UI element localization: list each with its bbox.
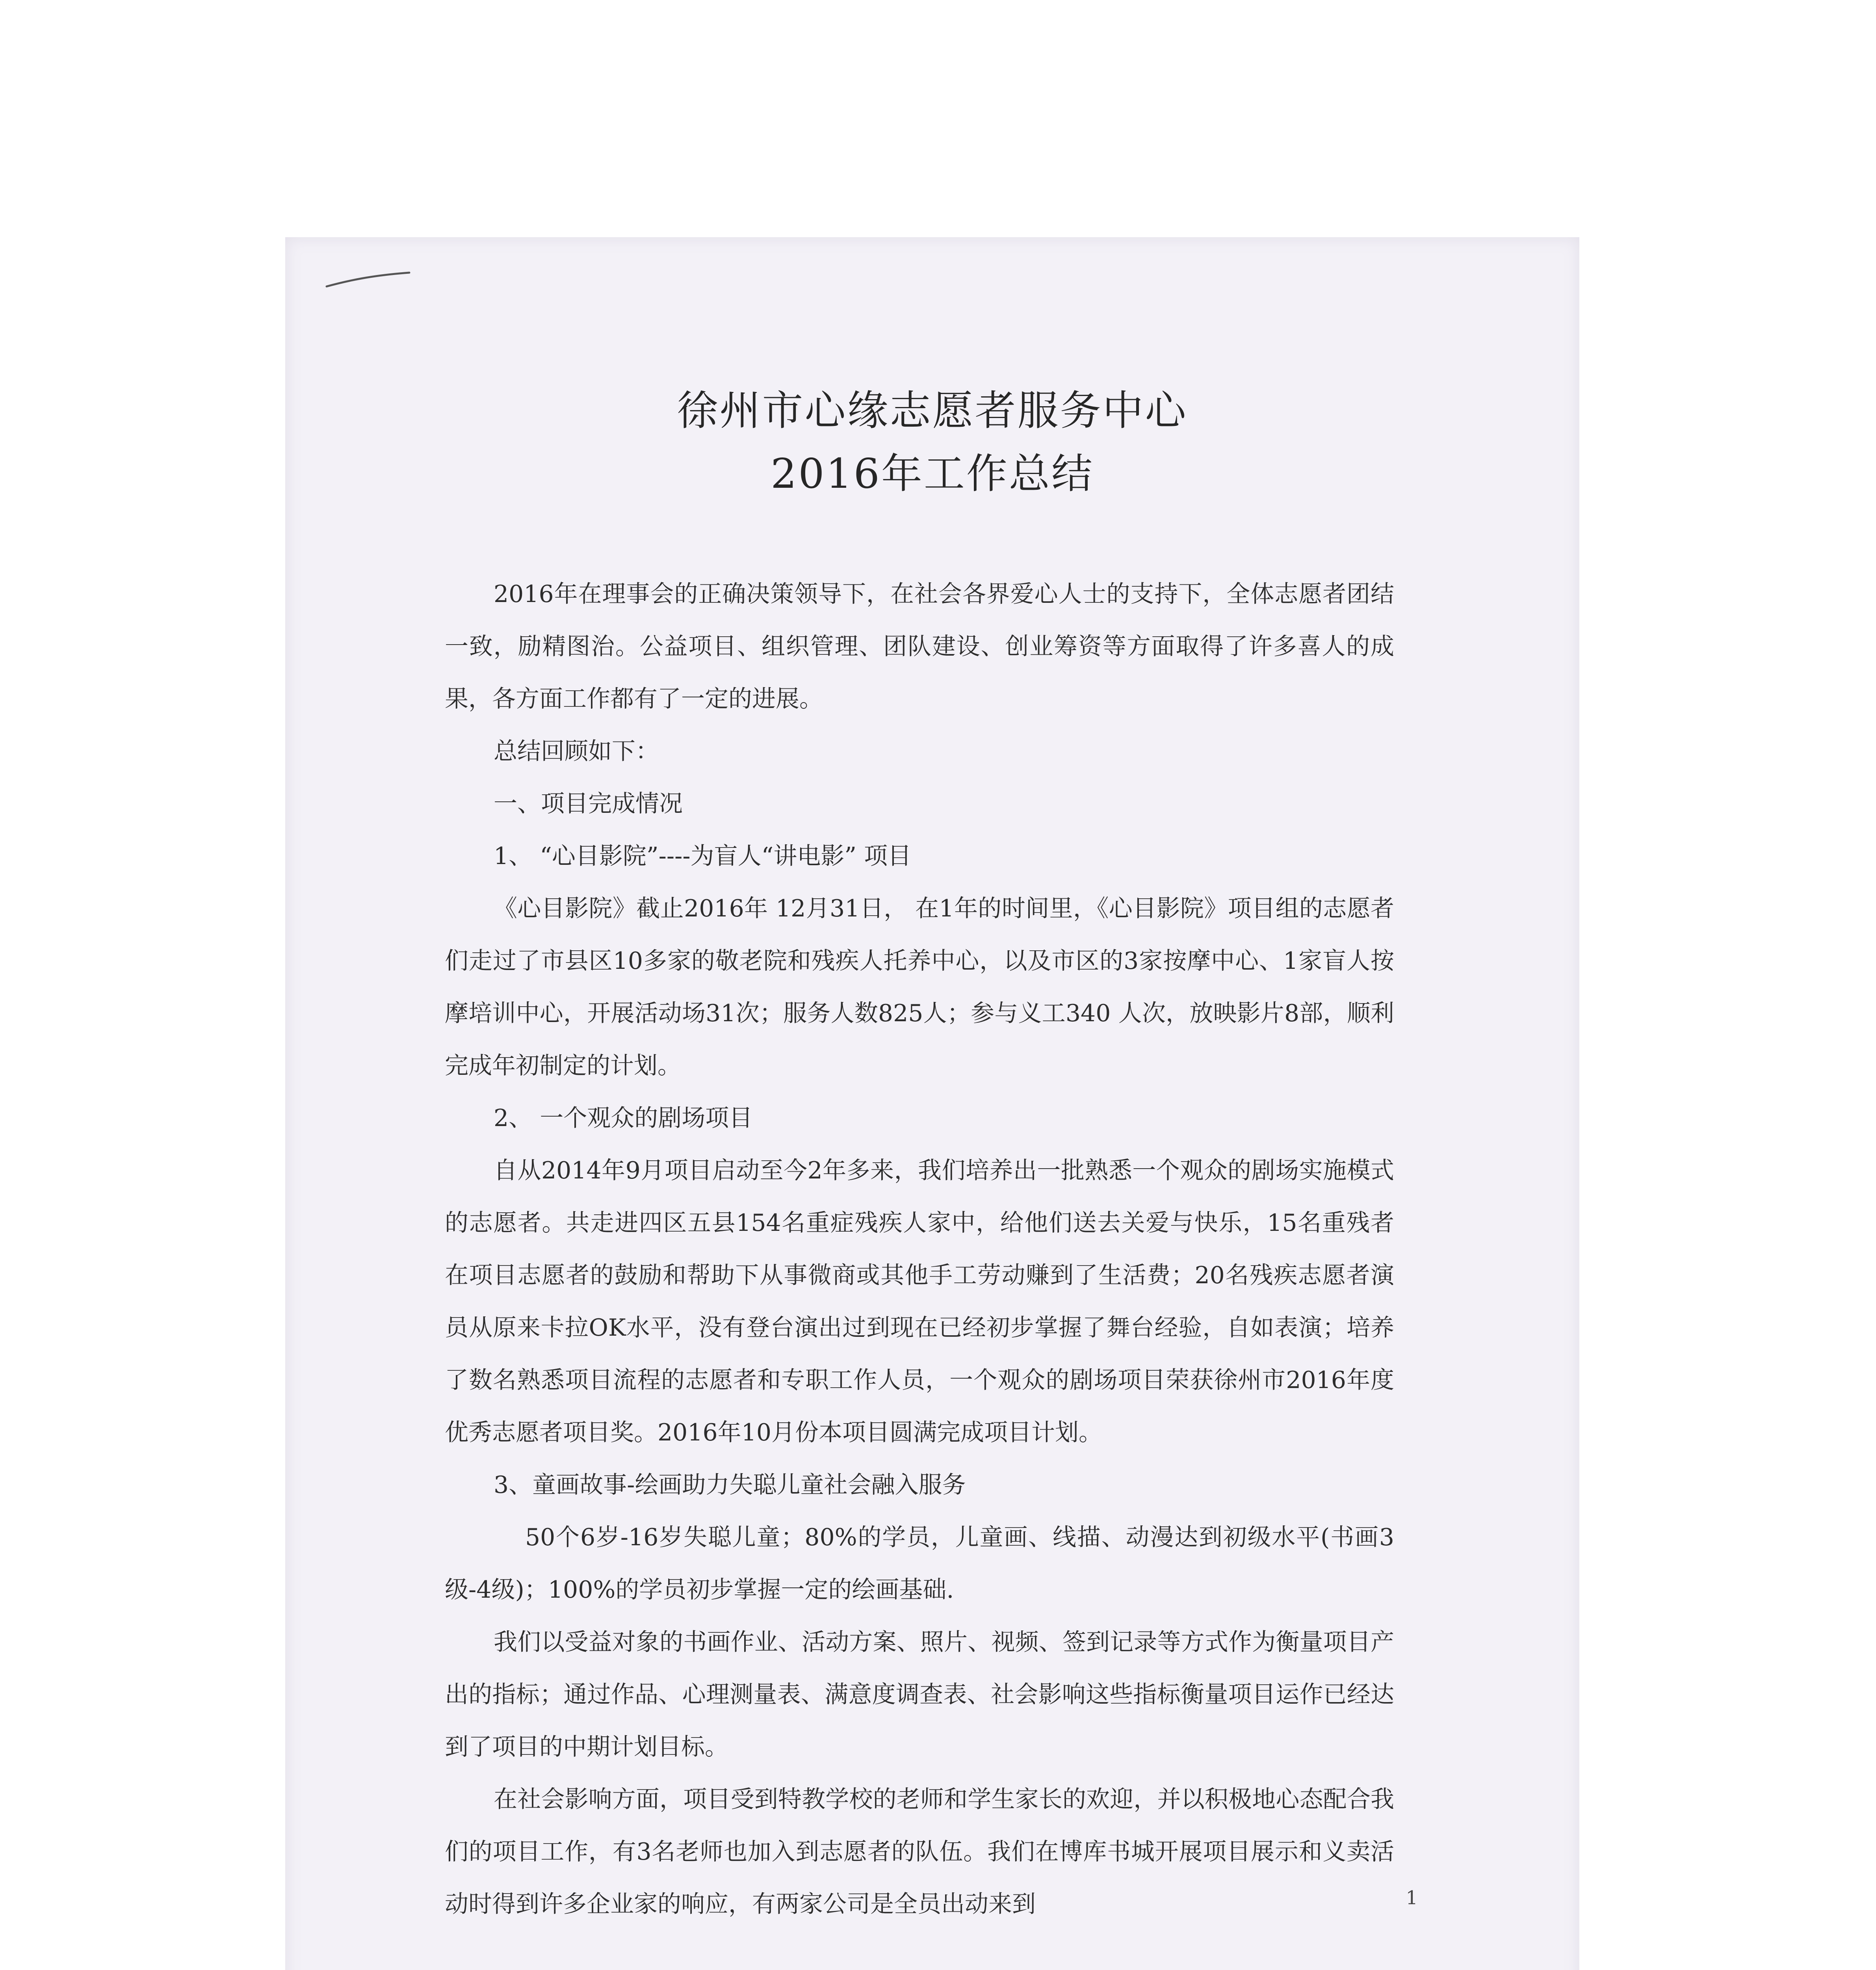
document-title	[285, 379, 1579, 505]
scanned-page	[285, 237, 1579, 1970]
section-heading-1: 一、项目完成情况	[494, 790, 683, 818]
title-line-1: 徐州市心缘志愿者服务中心	[677, 387, 1188, 435]
paragraph-intro: 2016年在理事会的正确决策领导下，在社会各界爱心人士的支持下，全体志愿者团结一致，励精图治。公益项目、组织管理、团队建设、创业筹资等方面取得了许多喜人的成果，各方面工作都有了一定的进展。	[445, 580, 1394, 713]
paragraph-project-2: 自从2014年9月项目启动至今2年多来，我们培养出一批熟悉一个观众的剧场实施模式的志愿者。共走进四区五县154名重症残疾人家中，给他们送去关爱与快乐，15名重残者在项目志愿者的鼓励和帮助下从事微商或其他手工劳动赚到了生活费；20名残疾志愿者演员从原来卡拉OK水平，没有登台演出过到现在已经初步掌握了舞台经验，自如表演；培养了数名熟悉项目流程的志愿者和专职工作人员，一个观众的剧场项目荣获徐州市2016年度优秀志愿者项目奖。2016年10月份本项目圆满完成项目计划。	[445, 1157, 1394, 1446]
paragraph-project-3-goals: 50个6岁-16岁失聪儿童；80%的学员，儿童画、线描、动漫达到初级水平(书画3级-4级)；100%的学员初步掌握一定的绘画基础.	[445, 1524, 1394, 1604]
project-heading-3: 3、童画故事-绘画助力失聪儿童社会融入服务	[494, 1471, 966, 1499]
pen-stroke-mark	[325, 271, 411, 290]
paragraph-project-3-metrics: 我们以受益对象的书画作业、活动方案、照片、视频、签到记录等方式作为衡量项目产出的指标；通过作品、心理测量表、满意度调查表、社会影响这些指标衡量项目运作已经达到了项目的中期计划目标。	[445, 1628, 1394, 1761]
page-number: 1	[1406, 1887, 1418, 1909]
paragraph-summary-lead: 总结回顾如下：	[494, 738, 659, 765]
paragraph-project-1: 《心目影院》截止2016年 12月31日， 在1年的时间里，《心目影院》项目组的志愿者们走过了市县区10多家的敬老院和残疾人托养中心，以及市区的3家按摩中心、1家盲人按摩培训中心，开展活动场31次；服务人数825人；参与义工340 人次，放映影片8部，顺利完成年初制定的计划。	[445, 895, 1394, 1080]
title-line-2: 2016年工作总结	[771, 450, 1094, 498]
project-heading-1: 1、 “心目影院”----为盲人“讲电影” 项目	[494, 842, 912, 870]
document-body	[445, 568, 1394, 1931]
paragraph-project-3-impact: 在社会影响方面，项目受到特教学校的老师和学生家长的欢迎，并以积极地心态配合我们的项目工作，有3名老师也加入到志愿者的队伍。我们在博库书城开展项目展示和义卖活动时得到许多企业家的响应，有两家公司是全员出动来到	[445, 1786, 1394, 1918]
project-heading-2: 2、 一个观众的剧场项目	[494, 1104, 753, 1132]
